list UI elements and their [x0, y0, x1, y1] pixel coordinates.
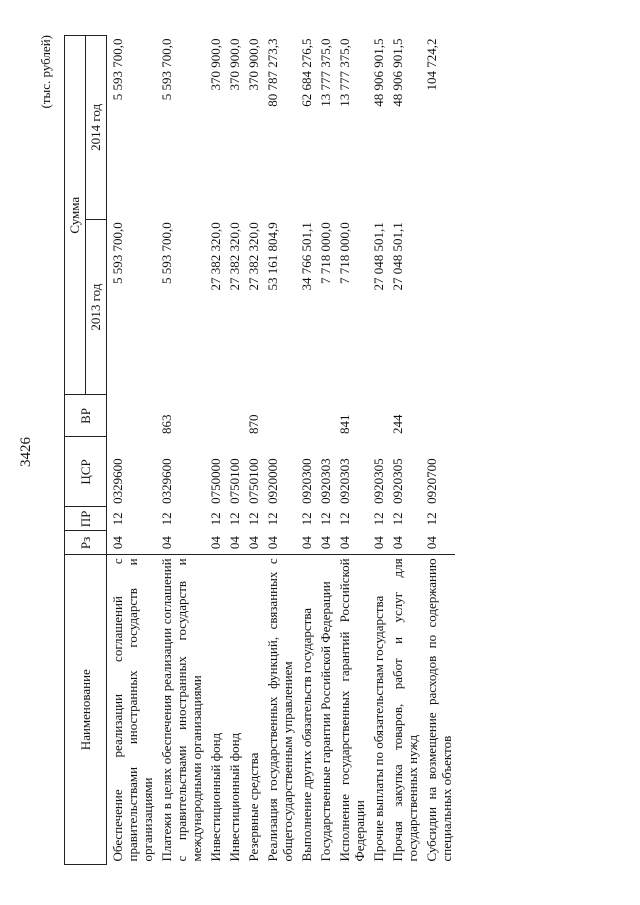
- row-name: Резервные средства: [243, 555, 262, 865]
- table-row: [296, 36, 315, 865]
- row-pr: 12: [208, 512, 223, 526]
- row-sum-2013: 27 382 320,0: [208, 222, 223, 291]
- row-csr: 0920700: [424, 458, 439, 504]
- row-rz: 04: [299, 536, 314, 550]
- row-csr: 0329600: [110, 458, 125, 504]
- header-vr: ВР: [65, 395, 107, 437]
- row-rz: 04: [390, 536, 405, 550]
- row-sum-2013: 27 048 501,1: [390, 222, 405, 291]
- row-csr: 0920303: [318, 458, 333, 504]
- table-row: [421, 36, 455, 865]
- row-name: Инвестиционный фонд: [224, 555, 243, 865]
- row-sum-2014: 5 593 700,0: [110, 38, 125, 101]
- row-sum-2014: 62 684 276,5: [299, 38, 314, 107]
- row-vr: [107, 395, 157, 437]
- row-name: Государственные гарантии Российской Федерации: [315, 555, 334, 865]
- row-sum-2013: [421, 219, 455, 395]
- row-rz: 04: [337, 536, 352, 550]
- row-name: Платежи в целях обеспечения реализации соглашений с правительствами иностранных государств и международными организациями: [156, 555, 205, 865]
- row-sum-2013: 27 382 320,0: [246, 222, 261, 291]
- page-number: 3426: [18, 437, 34, 467]
- row-sum-2013: 7 718 000,0: [318, 222, 333, 285]
- row-pr: 12: [159, 512, 174, 526]
- header-csr: ЦСР: [65, 437, 107, 507]
- row-rz: 04: [110, 536, 125, 550]
- row-rz: 04: [265, 536, 280, 550]
- row-vr: [262, 395, 296, 437]
- row-rz: 04: [318, 536, 333, 550]
- table-row: [224, 36, 243, 865]
- row-rz: 04: [208, 536, 223, 550]
- row-rz: 04: [424, 536, 439, 550]
- row-vr: [224, 395, 243, 437]
- header-sum: Сумма: [65, 36, 86, 395]
- row-vr: [315, 395, 334, 437]
- row-csr: 0750100: [246, 458, 261, 504]
- row-sum-2013: 27 048 501,1: [371, 222, 386, 291]
- header-pr: ПР: [65, 507, 107, 531]
- row-csr: 0920300: [299, 458, 314, 504]
- row-sum-2014: 48 906 901,5: [371, 38, 386, 107]
- row-sum-2014: 370 900,0: [208, 38, 223, 91]
- table-row: [205, 36, 224, 865]
- row-pr: 12: [371, 512, 386, 526]
- row-pr: 12: [110, 512, 125, 526]
- row-rz: 04: [227, 536, 242, 550]
- header-year-2014: 2014 год: [86, 36, 107, 220]
- row-sum-2014: 370 900,0: [246, 38, 261, 91]
- row-vr: 244: [390, 414, 405, 434]
- row-vr: [296, 395, 315, 437]
- row-pr: 12: [390, 512, 405, 526]
- row-sum-2013: 53 161 804,9: [265, 222, 280, 291]
- row-pr: 12: [424, 512, 439, 526]
- table-row: [262, 36, 296, 865]
- row-rz: 04: [159, 536, 174, 550]
- header-name: Наименование: [65, 555, 107, 865]
- table-header-row: [65, 36, 86, 865]
- row-pr: 12: [227, 512, 242, 526]
- budget-table: [64, 35, 455, 865]
- row-name: Прочая закупка товаров, работ и услуг для государственных нужд: [387, 555, 421, 865]
- row-sum-2014: 370 900,0: [227, 38, 242, 91]
- row-name: Обеспечение реализации соглашений с правительствами иностранных государств и организациями: [107, 555, 157, 865]
- row-sum-2013: 7 718 000,0: [337, 222, 352, 285]
- header-year-2013: 2013 год: [86, 219, 107, 395]
- row-name: Прочие выплаты по обязательствам государства: [368, 555, 387, 865]
- row-sum-2013: 5 593 700,0: [159, 222, 174, 285]
- row-vr: 841: [337, 414, 352, 434]
- row-rz: 04: [371, 536, 386, 550]
- row-csr: 0920303: [337, 458, 352, 504]
- row-rz: 04: [246, 536, 261, 550]
- table-row: [243, 36, 262, 865]
- row-vr: [368, 395, 387, 437]
- row-pr: 12: [337, 512, 352, 526]
- row-sum-2013: 5 593 700,0: [110, 222, 125, 285]
- row-sum-2014: 48 906 901,5: [390, 38, 405, 107]
- row-csr: 0750100: [227, 458, 242, 504]
- table-row: [315, 36, 334, 865]
- units-note: (тыс. рублей): [38, 35, 53, 109]
- row-sum-2014: 80 787 273,3: [265, 38, 280, 107]
- header-rz: Рз: [65, 531, 107, 555]
- row-name: Реализация государственных функций, связанных с общегосударственным управлением: [262, 555, 296, 865]
- row-name: Субсидии на возмещение расходов по содержанию специальных объектов: [421, 555, 455, 865]
- row-sum-2014: 13 777 375,0: [337, 38, 352, 107]
- table-row: [368, 36, 387, 865]
- row-csr: 0920000: [265, 458, 280, 504]
- row-sum-2013: 34 766 501,1: [299, 222, 314, 291]
- row-vr: 870: [246, 414, 261, 434]
- table-row: [107, 36, 157, 865]
- row-sum-2014: 5 593 700,0: [159, 38, 174, 101]
- row-pr: 12: [299, 512, 314, 526]
- table-row: [387, 36, 421, 865]
- table-row: [334, 36, 368, 865]
- row-csr: 0920305: [371, 458, 386, 504]
- row-sum-2013: 27 382 320,0: [227, 222, 242, 291]
- table-row: [156, 36, 205, 865]
- row-csr: 0750000: [208, 458, 223, 504]
- row-name: Исполнение государственных гарантий Российской Федерации: [334, 555, 368, 865]
- row-pr: 12: [265, 512, 280, 526]
- row-sum-2014: 104 724,2: [424, 38, 439, 91]
- row-vr: [205, 395, 224, 437]
- row-sum-2014: 13 777 375,0: [318, 38, 333, 107]
- row-vr: [421, 395, 455, 437]
- row-name: Инвестиционный фонд: [205, 555, 224, 865]
- row-csr: 0920305: [390, 458, 405, 504]
- row-name: Выполнение других обязательств государства: [296, 555, 315, 865]
- row-vr: 863: [159, 414, 174, 434]
- row-csr: 0329600: [159, 458, 174, 504]
- row-pr: 12: [246, 512, 261, 526]
- row-pr: 12: [318, 512, 333, 526]
